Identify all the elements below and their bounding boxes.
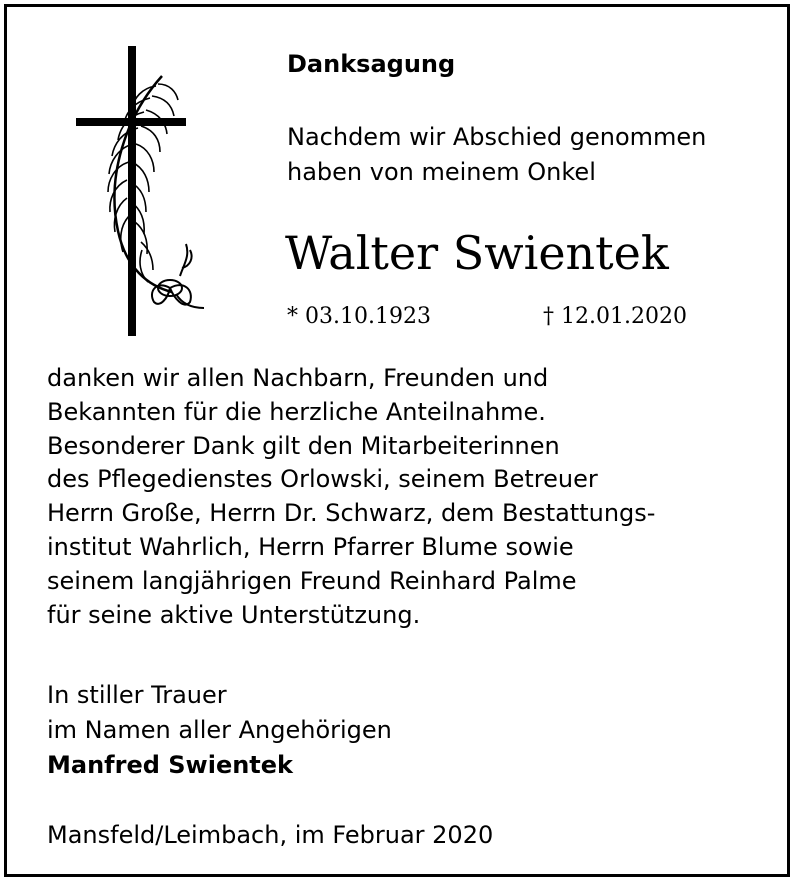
intro-line: haben von meinem Onkel xyxy=(287,158,596,186)
intro-line: Nachdem wir Abschied genommen xyxy=(287,123,707,151)
closing-line: In stiller Trauer xyxy=(47,681,227,709)
thanks-line: Besonderer Dank gilt den Mitarbeiterinnen xyxy=(47,431,560,460)
thanks-line: institut Wahrlich, Herrn Pfarrer Blume sowie xyxy=(47,532,574,561)
thanks-text xyxy=(47,362,655,632)
birth-date: * 03.10.1923 xyxy=(287,304,431,329)
place-and-date: Mansfeld/Leimbach, im Februar 2020 xyxy=(47,821,494,849)
thanks-line: für seine aktive Unterstützung. xyxy=(47,600,421,629)
thanks-line: danken wir allen Nachbarn, Freunden und xyxy=(47,364,549,392)
deceased-name: Walter Swientek xyxy=(285,226,669,280)
life-dates xyxy=(287,300,727,334)
intro-text xyxy=(287,120,706,190)
thanks-line: des Pflegedienstes Orlowski, seinem Betreuer xyxy=(47,465,598,494)
notice-heading: Danksagung xyxy=(287,50,456,78)
death-date: † 12.01.2020 xyxy=(543,304,687,329)
cross-with-palm-branch-icon xyxy=(72,46,212,336)
thanks-line: Bekannten für die herzliche Anteilnahme. xyxy=(47,397,546,426)
thanks-line: Herrn Große, Herrn Dr. Schwarz, dem Bestattungs- xyxy=(47,499,656,528)
thanks-line: seinem langjährigen Freund Reinhard Palme xyxy=(47,566,577,595)
closing-text xyxy=(47,678,392,783)
closing-line: im Namen aller Angehörigen xyxy=(47,716,392,744)
signer-name: Manfred Swientek xyxy=(47,751,294,779)
